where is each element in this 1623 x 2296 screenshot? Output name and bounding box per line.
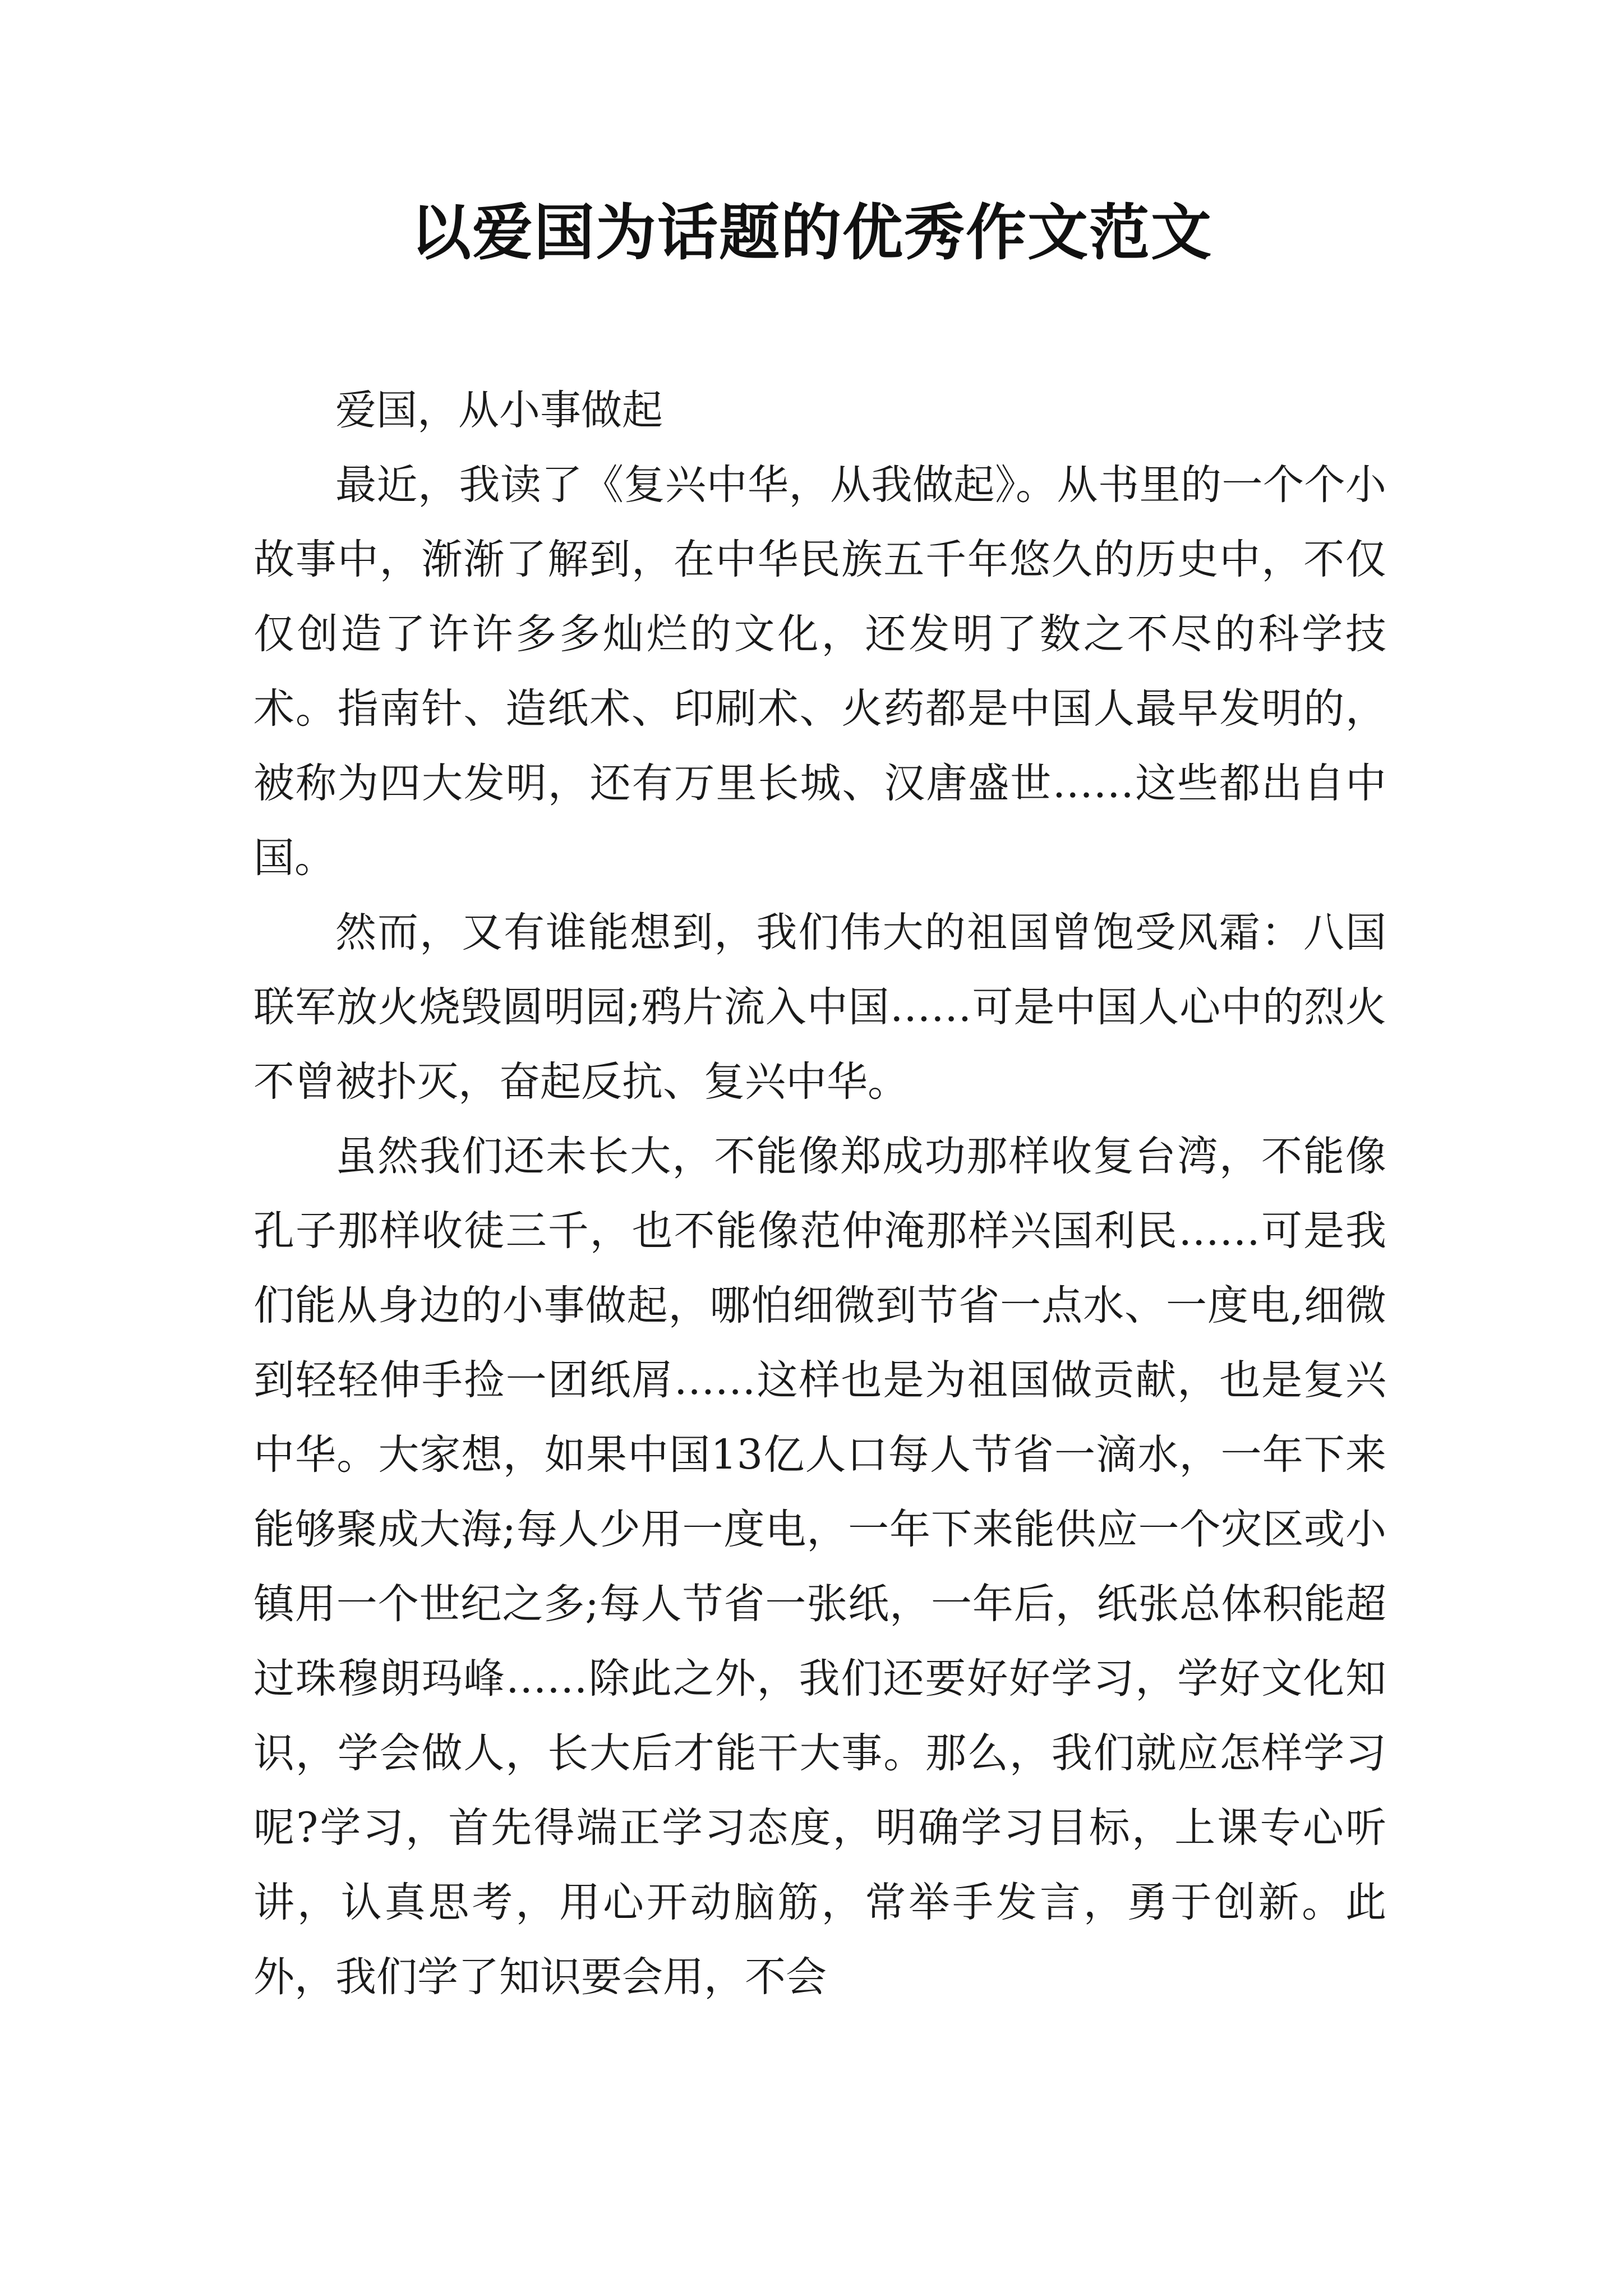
paragraph: 最近，我读了《复兴中华，从我做起》。从书里的一个个小故事中，渐渐了解到，在中华民族五千年悠久的历史中，不仅仅创造了许许多多灿烂的文化，还发明了数之不尽的科学技术。指南针、造纸术、印刷术、火药都是中国人最早发明的，被称为四大发明，还有万里长城、汉唐盛世……这些都出自中国。 [253, 461, 1386, 882]
subtitle-paragraph: 爱国，从小事做起 [335, 386, 663, 434]
document-body [253, 373, 1386, 2014]
document-title: 以爱国为话题的优秀作文范文 [410, 197, 1212, 268]
paragraph: 虽然我们还未长大，不能像郑成功那样收复台湾，不能像孔子那样收徒三千，也不能像范仲淹那样兴国利民……可是我们能从身边的小事做起，哪怕细微到节省一点水、一度电,细微到轻轻伸手捡一团纸屑……这样也是为祖国做贡献，也是复兴中华。大家想，如果中国13亿人口每人节省一滴水，一年下来能够聚成大海;每人少用一度电，一年下来能供应一个灾区或小镇用一个世纪之多;每人节省一张纸，一年后，纸张总体积能超过珠穆朗玛峰……除此之外，我们还要好好学习，学好文化知识，学会做人，长大后才能干大事。那么，我们就应怎样学习呢?学习，首先得端正学习态度，明确学习目标，上课专心听讲，认真思考，用心开动脑筋，常举手发言，勇于创新。此外，我们学了知识要会用，不会 [253, 1133, 1386, 2001]
paragraph: 然而，又有谁能想到，我们伟大的祖国曾饱受风霜：八国联军放火烧毁圆明园;鸦片流入中国……可是中国人心中的烈火不曾被扑灭，奋起反抗、复兴中华。 [253, 909, 1386, 1106]
